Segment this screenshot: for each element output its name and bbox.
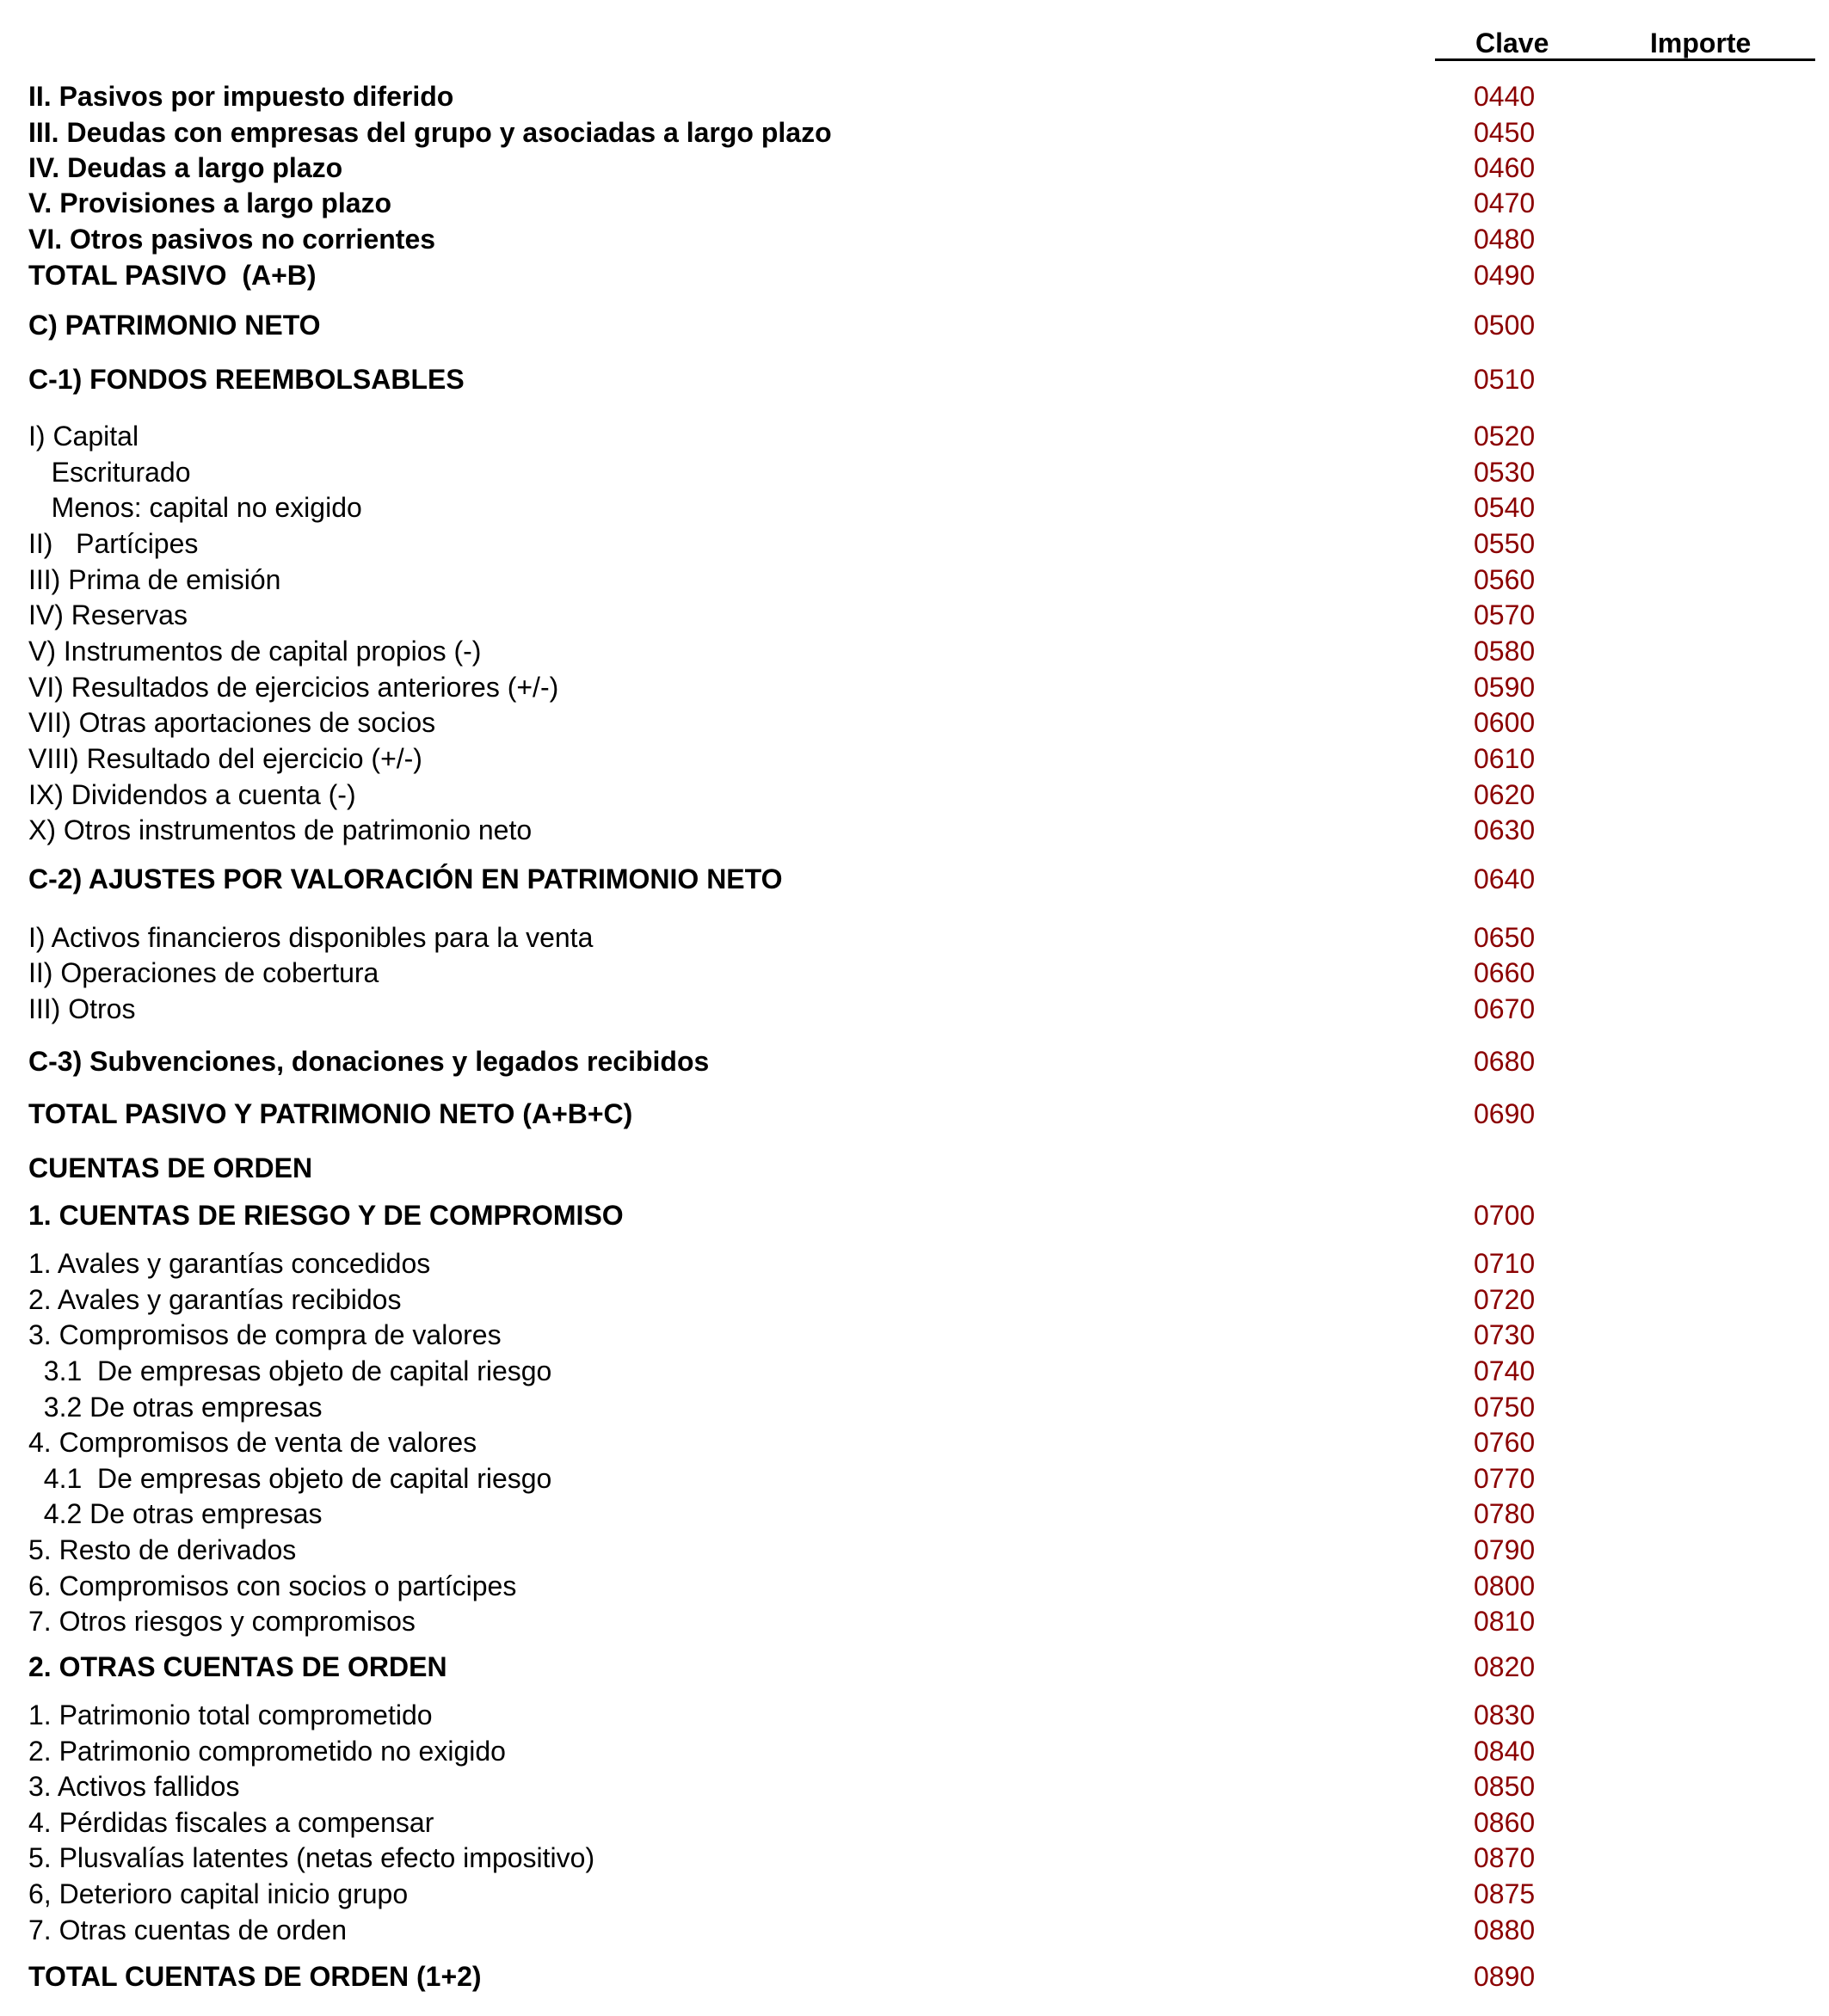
row-label: C-1) FONDOS REEMBOLSABLES xyxy=(28,364,465,395)
row-label: 2. OTRAS CUENTAS DE ORDEN xyxy=(28,1651,447,1682)
table-row xyxy=(0,308,1829,342)
table-row xyxy=(0,1318,1829,1352)
row-code: 0720 xyxy=(1474,1284,1536,1315)
row-code: 0570 xyxy=(1474,599,1536,630)
row-label: 2. Patrimonio comprometido no exigido xyxy=(28,1736,506,1767)
table-row xyxy=(0,1246,1829,1281)
row-code: 0630 xyxy=(1474,814,1536,845)
table-row xyxy=(0,186,1829,220)
row-label: 7. Otros riesgos y compromisos xyxy=(28,1606,416,1637)
row-label: 2. Avales y garantías recibidos xyxy=(28,1284,402,1315)
row-code: 0850 xyxy=(1474,1771,1536,1802)
row-label: TOTAL PASIVO Y PATRIMONIO NETO (A+B+C) xyxy=(28,1098,633,1129)
row-code: 0680 xyxy=(1474,1046,1536,1077)
row-code: 0875 xyxy=(1474,1878,1536,1909)
table-row xyxy=(0,1097,1829,1131)
row-code: 0860 xyxy=(1474,1807,1536,1838)
row-label: VI. Otros pasivos no corrientes xyxy=(28,224,436,255)
row-label: 6, Deterioro capital inicio grupo xyxy=(28,1878,409,1909)
table-row xyxy=(0,258,1829,292)
row-code: 0600 xyxy=(1474,707,1536,738)
table-row xyxy=(0,490,1829,525)
row-label: TOTAL PASIVO (A+B) xyxy=(28,260,317,291)
row-code: 0840 xyxy=(1474,1736,1536,1767)
row-code: 0660 xyxy=(1474,957,1536,988)
table-row xyxy=(0,992,1829,1026)
row-code: 0490 xyxy=(1474,260,1536,291)
row-code: 0880 xyxy=(1474,1915,1536,1945)
table-row xyxy=(0,1604,1829,1638)
row-code: 0710 xyxy=(1474,1248,1536,1279)
table-row xyxy=(0,151,1829,185)
table-row xyxy=(0,1877,1829,1911)
row-code: 0580 xyxy=(1474,636,1536,667)
table-row xyxy=(0,1805,1829,1840)
row-code: 0640 xyxy=(1474,864,1536,894)
header-rule xyxy=(1435,58,1815,61)
row-label: VIII) Resultado del ejercicio (+/-) xyxy=(28,743,422,774)
row-label: II. Pasivos por impuesto diferido xyxy=(28,81,454,112)
row-label: III) Prima de emisión xyxy=(28,564,281,595)
row-code: 0800 xyxy=(1474,1570,1536,1601)
row-code: 0470 xyxy=(1474,187,1536,218)
row-code: 0620 xyxy=(1474,779,1536,810)
row-label: Escriturado xyxy=(28,457,191,488)
row-code: 0530 xyxy=(1474,457,1536,488)
table-row xyxy=(0,1198,1829,1232)
row-code: 0560 xyxy=(1474,564,1536,595)
row-code: 0500 xyxy=(1474,310,1536,341)
table-row xyxy=(0,1569,1829,1603)
table-row xyxy=(0,670,1829,704)
row-code: 0740 xyxy=(1474,1355,1536,1386)
table-row xyxy=(0,813,1829,847)
row-code: 0810 xyxy=(1474,1606,1536,1637)
table-row xyxy=(0,920,1829,955)
row-code: 0760 xyxy=(1474,1427,1536,1458)
row-label: 1. Avales y garantías concedidos xyxy=(28,1248,431,1279)
row-label: I) Activos financieros disponibles para la venta xyxy=(28,922,594,953)
row-code: 0770 xyxy=(1474,1463,1536,1494)
row-label: III. Deudas con empresas del grupo y asociadas a largo plazo xyxy=(28,117,832,148)
row-code: 0730 xyxy=(1474,1319,1536,1350)
row-label: II) Partícipes xyxy=(28,528,199,559)
row-label: VI) Resultados de ejercicios anteriores (+/-) xyxy=(28,672,559,703)
table-row xyxy=(0,1533,1829,1567)
table-row xyxy=(0,1044,1829,1079)
row-code: 0480 xyxy=(1474,224,1536,255)
row-label: Menos: capital no exigido xyxy=(28,492,362,523)
row-label: CUENTAS DE ORDEN xyxy=(28,1152,313,1183)
row-code: 0440 xyxy=(1474,81,1536,112)
column-header-importe: Importe xyxy=(1650,28,1752,58)
row-label: I) Capital xyxy=(28,421,139,452)
row-label: C-2) AJUSTES POR VALORACIÓN EN PATRIMONIO NETO xyxy=(28,864,783,894)
table-row xyxy=(0,1841,1829,1875)
row-label: C) PATRIMONIO NETO xyxy=(28,310,321,341)
row-label: 3.2 De otras empresas xyxy=(28,1392,323,1423)
table-row xyxy=(0,1390,1829,1424)
table-row xyxy=(0,705,1829,740)
row-label: 1. CUENTAS DE RIESGO Y DE COMPROMISO xyxy=(28,1200,624,1231)
table-row xyxy=(0,115,1829,150)
table-row xyxy=(0,778,1829,812)
row-code: 0460 xyxy=(1474,152,1536,183)
table-row xyxy=(0,862,1829,896)
row-code: 0790 xyxy=(1474,1534,1536,1565)
row-label: III) Otros xyxy=(28,993,136,1024)
row-label: 7. Otras cuentas de orden xyxy=(28,1915,347,1945)
table-row xyxy=(0,1497,1829,1531)
row-code: 0450 xyxy=(1474,117,1536,148)
row-label: V) Instrumentos de capital propios (-) xyxy=(28,636,482,667)
row-label: 5. Resto de derivados xyxy=(28,1534,297,1565)
row-code: 0610 xyxy=(1474,743,1536,774)
table-row xyxy=(0,526,1829,561)
table-row xyxy=(0,1151,1829,1185)
row-code: 0510 xyxy=(1474,364,1536,395)
row-code: 0550 xyxy=(1474,528,1536,559)
table-row xyxy=(0,1698,1829,1732)
row-label: 4. Pérdidas fiscales a compensar xyxy=(28,1807,434,1838)
row-label: II) Operaciones de cobertura xyxy=(28,957,379,988)
row-label: TOTAL CUENTAS DE ORDEN (1+2) xyxy=(28,1961,482,1992)
table-row xyxy=(0,1354,1829,1388)
row-code: 0670 xyxy=(1474,993,1536,1024)
table-row xyxy=(0,362,1829,396)
row-code: 0590 xyxy=(1474,672,1536,703)
row-code: 0830 xyxy=(1474,1699,1536,1730)
row-label: 6. Compromisos con socios o partícipes xyxy=(28,1570,517,1601)
table-row xyxy=(0,1461,1829,1496)
row-label: 4. Compromisos de venta de valores xyxy=(28,1427,477,1458)
row-label: IV) Reservas xyxy=(28,599,188,630)
row-label: VII) Otras aportaciones de socios xyxy=(28,707,436,738)
table-row xyxy=(0,741,1829,776)
row-label: C-3) Subvenciones, donaciones y legados recibidos xyxy=(28,1046,710,1077)
row-code: 0870 xyxy=(1474,1842,1536,1873)
row-label: 3. Compromisos de compra de valores xyxy=(28,1319,502,1350)
table-row xyxy=(0,562,1829,597)
table-row xyxy=(0,1913,1829,1947)
table-row xyxy=(0,1650,1829,1684)
table-row xyxy=(0,1425,1829,1460)
table-row xyxy=(0,598,1829,632)
table-row xyxy=(0,419,1829,453)
table-row xyxy=(0,956,1829,990)
row-label: 4.1 De empresas objeto de capital riesgo xyxy=(28,1463,552,1494)
row-code: 0520 xyxy=(1474,421,1536,452)
table-row xyxy=(0,1734,1829,1768)
row-code: 0820 xyxy=(1474,1651,1536,1682)
row-code: 0540 xyxy=(1474,492,1536,523)
row-label: 4.2 De otras empresas xyxy=(28,1498,323,1529)
table-row xyxy=(0,634,1829,668)
table-row xyxy=(0,1769,1829,1804)
row-label: IV. Deudas a largo plazo xyxy=(28,152,343,183)
row-code: 0700 xyxy=(1474,1200,1536,1231)
row-label: X) Otros instrumentos de patrimonio neto xyxy=(28,814,533,845)
table-row xyxy=(0,1959,1829,1994)
table-row xyxy=(0,455,1829,489)
row-label: 3. Activos fallidos xyxy=(28,1771,240,1802)
row-code: 0690 xyxy=(1474,1098,1536,1129)
table-row xyxy=(0,1282,1829,1317)
row-label: IX) Dividendos a cuenta (-) xyxy=(28,779,356,810)
row-code: 0890 xyxy=(1474,1961,1536,1992)
row-label: V. Provisiones a largo plazo xyxy=(28,187,392,218)
column-header-clave: Clave xyxy=(1475,28,1549,58)
row-code: 0750 xyxy=(1474,1392,1536,1423)
row-code: 0780 xyxy=(1474,1498,1536,1529)
row-label: 3.1 De empresas objeto de capital riesgo xyxy=(28,1355,552,1386)
row-label: 5. Plusvalías latentes (netas efecto impositivo) xyxy=(28,1842,595,1873)
row-code: 0650 xyxy=(1474,922,1536,953)
table-row xyxy=(0,222,1829,256)
row-label: 1. Patrimonio total comprometido xyxy=(28,1699,433,1730)
table-row xyxy=(0,79,1829,114)
